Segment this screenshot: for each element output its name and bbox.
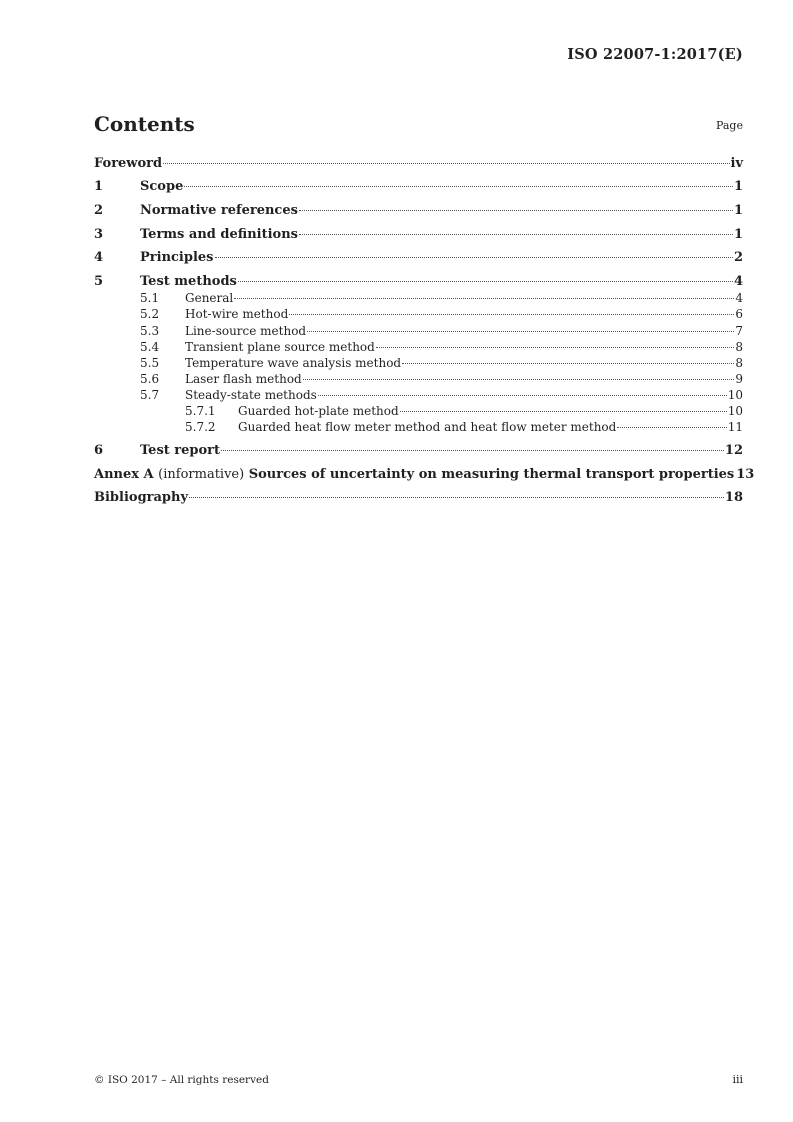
copyright-notice: © ISO 2017 – All rights reserved [94,1074,269,1086]
toc-entry-number: 5.1 [140,291,160,305]
dot-leader [299,210,733,211]
toc-entry-title: General [185,291,234,305]
toc-entry-annex-a[interactable] [94,467,755,482]
dot-leader [238,281,733,282]
toc-entry-page: 4 [733,274,743,289]
toc-entry-title: Principles [140,250,214,265]
toc-entry-title: Laser flash method [185,372,302,386]
toc-entry-page: 4 [735,291,743,305]
dot-leader [215,257,733,258]
toc-subentry-transient-plane-source-method[interactable] [140,340,743,354]
toc-entry-number: 4 [94,250,104,265]
toc-entry-title: Guarded heat flow meter method and heat flow meter method [238,420,617,434]
dot-leader [400,411,727,412]
toc-entry-page: 2 [733,250,743,265]
toc-entry-title: Temperature wave analysis method [185,356,402,370]
toc-entry-page: 9 [735,372,743,386]
toc-entry-number: 5.7.2 [185,420,216,434]
toc-entry-page: 6 [735,307,743,321]
contents-title: Contents [94,112,195,136]
toc-entry-page: iv [730,156,743,171]
toc-entry-test-methods[interactable] [94,274,743,289]
toc-entry-title: Steady-state methods [185,388,317,402]
toc-subentry-line-source-method[interactable] [140,324,743,338]
toc-entry-principles[interactable] [94,250,743,265]
toc-entry-number: 3 [94,227,104,242]
toc-entry-page: 1 [733,179,743,194]
toc-entry-page: 7 [735,324,743,338]
dot-leader [221,450,724,451]
dot-leader [318,395,727,396]
toc-entry-page: 10 [727,404,743,418]
toc-entry-scope[interactable] [94,179,743,194]
toc-entry-title: Transient plane source method [185,340,375,354]
toc-entry-page: 13 [736,467,755,482]
toc-entry-title: Hot-wire method [185,307,289,321]
toc-entry-page: 18 [724,490,743,505]
toc-subentry-general[interactable] [140,291,743,305]
dot-leader [376,347,735,348]
toc-subentry-steady-state-methods[interactable] [140,388,743,402]
page-number: iii [732,1073,743,1086]
dot-leader [303,379,735,380]
toc-entry-number: 5 [94,274,104,289]
toc-entry-normative-references[interactable] [94,203,743,218]
annex-label: Annex A [94,467,154,482]
dot-leader [289,314,734,315]
toc-subentry-temperature-wave-analysis-method[interactable] [140,356,743,370]
toc-entry-number: 5.7 [140,388,160,402]
toc-entry-title: Bibliography [94,490,189,505]
toc-entry-number: 5.3 [140,324,160,338]
annex-title: Sources of uncertainty on measuring thermal transport properties [248,467,735,482]
toc-entry-number: 1 [94,179,104,194]
toc-subentry-hot-wire-method[interactable] [140,307,743,321]
toc-entry-terms-and-definitions[interactable] [94,227,743,242]
toc-entry-number: 5.4 [140,340,160,354]
toc-entry-number: 5.7.1 [185,404,216,418]
toc-entry-title: Terms and definitions [140,227,298,242]
toc-entry-number: 5.2 [140,307,160,321]
dot-leader [184,186,733,187]
toc-entry-page: 8 [735,356,743,370]
dot-leader [234,298,734,299]
toc-entry-title: Test methods [140,274,237,289]
toc-entry-title: Foreword [94,156,163,171]
page-column-label: Page [715,119,743,132]
toc-entry-title: Scope [140,179,184,194]
dot-leader [307,331,734,332]
toc-entry-page: 12 [724,443,743,458]
toc-subentry-guarded-heat-flow-meter-method[interactable] [185,420,743,434]
toc-entry-title: Guarded hot-plate method [238,404,399,418]
toc-subentry-guarded-hot-plate-method[interactable] [185,404,743,418]
toc-subentry-laser-flash-method[interactable] [140,372,743,386]
toc-entry-title: Normative references [140,203,298,218]
toc-entry-number: 5.6 [140,372,160,386]
toc-entry-page: 11 [727,420,743,434]
toc-entry-test-report[interactable] [94,443,743,458]
document-id: ISO 22007-1:2017(E) [567,46,743,63]
dot-leader [617,427,726,428]
toc-entry-title [94,467,734,482]
toc-entry-bibliography[interactable] [94,490,743,505]
toc-entry-number: 2 [94,203,104,218]
dot-leader [189,497,724,498]
toc-entry-page: 1 [733,227,743,242]
toc-entry-title: Test report [140,443,221,458]
annex-informative-note: (informative) [158,467,245,482]
dot-leader [299,234,733,235]
toc-entry-page: 10 [727,388,743,402]
dot-leader [402,363,734,364]
toc-entry-foreword[interactable] [94,156,743,171]
toc-entry-number: 5.5 [140,356,160,370]
toc-entry-number: 6 [94,443,104,458]
toc-entry-title: Line-source method [185,324,307,338]
toc-entry-page: 8 [735,340,743,354]
toc-entry-page: 1 [733,203,743,218]
dot-leader [163,163,729,164]
